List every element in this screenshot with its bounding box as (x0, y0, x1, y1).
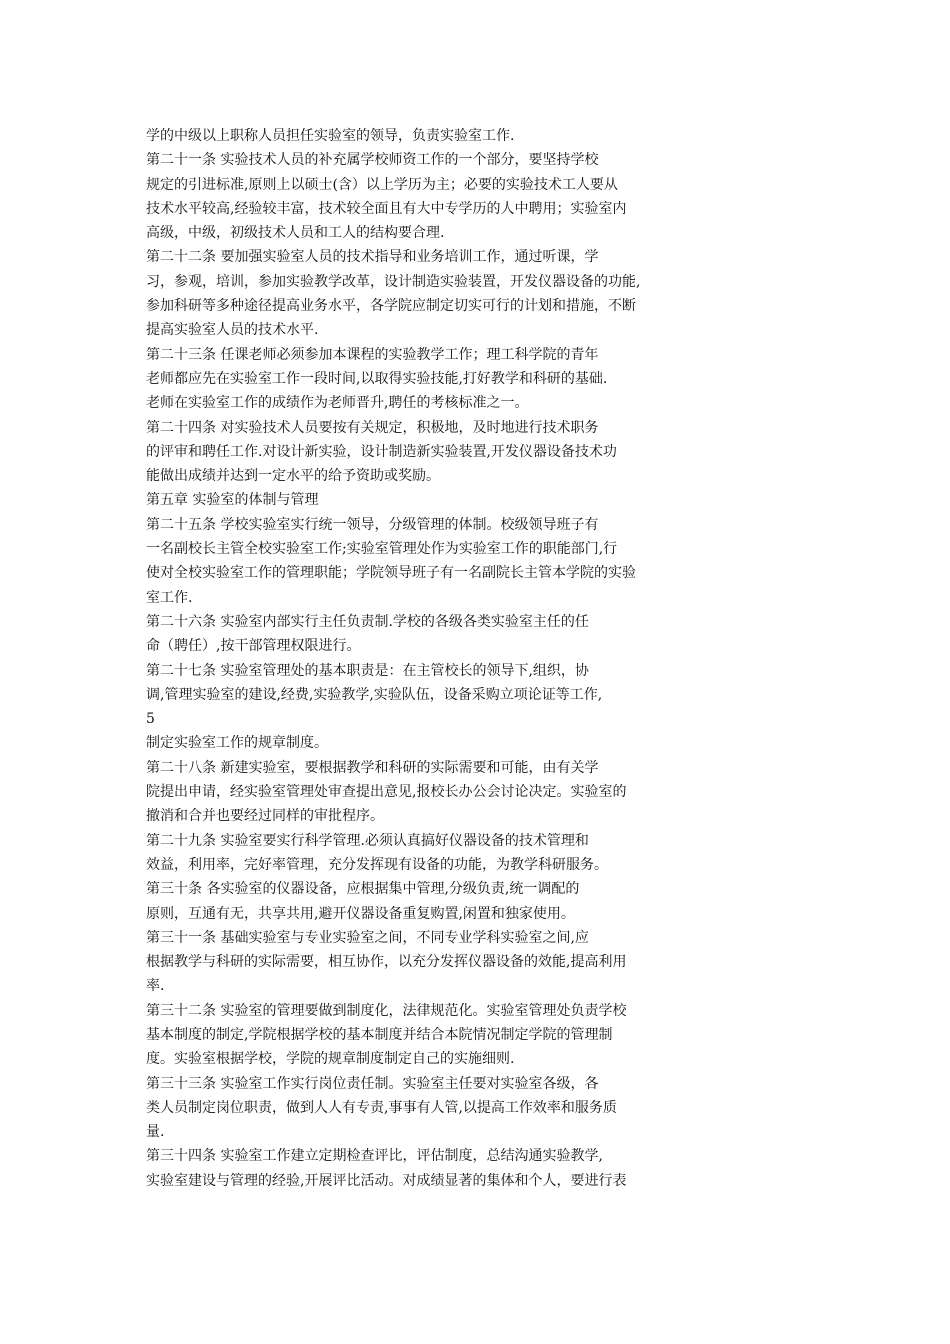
text-line: 第二十六条 实验室内部实行主任负责制.学校的各级各类实验室主任的任 (146, 613, 589, 630)
text-line: 量. (146, 1124, 165, 1141)
text-line: 能做出成绩并达到一定水平的给予资助或奖励。 (146, 468, 440, 485)
text-line: 技术水平较高,经验较丰富，技术较全面且有大中专学历的人中聘用；实验室内 (146, 200, 627, 217)
text-line: 规定的引进标准,原则上以硕士(含）以上学历为主；必要的实验技术工人要从 (146, 176, 618, 193)
text-line: 的评审和聘任工作.对设计新实验，设计制造新实验装置,开发仪器设备技术功 (146, 443, 617, 460)
text-line: 第二十二条 要加强实验室人员的技术指导和业务培训工作，通过听课，学 (146, 249, 599, 266)
text-line: 原则，互通有无，共享共用,避开仪器设备重复购置,闲置和独家使用。 (146, 905, 575, 922)
text-line: 习，参观，培训，参加实验教学改革，设计制造实验装置，开发仪器设备的功能, (146, 273, 641, 290)
text-line: 提高实验室人员的技术水平. (146, 322, 319, 339)
text-line: 第二十八条 新建实验室，要根据教学和科研的实际需要和可能，由有关学 (146, 759, 599, 776)
text-line: 第二十五条 学校实验室实行统一领导，分级管理的体制。校级领导班子有 (146, 516, 599, 533)
text-line: 第二十三条 任课老师必须参加本课程的实验教学工作；理工科学院的青年 (146, 346, 599, 363)
text-line: 基本制度的制定,学院根据学校的基本制度并结合本院情况制定学院的管理制 (146, 1026, 613, 1043)
text-line: 命（聘任）,按干部管理权限进行。 (146, 638, 361, 655)
text-line: 度。实验室根据学校，学院的规章制度制定自己的实施细则. (146, 1051, 515, 1068)
text-line: 根据教学与科研的实际需要，相互协作，以充分发挥仪器设备的效能,提高利用 (146, 954, 627, 971)
text-line: 第三十二条 实验室的管理要做到制度化，法律规范化。实验室管理处负责学校 (146, 1002, 627, 1019)
text-line: 类人员制定岗位职责，做到人人有专责,事事有人管,以提高工作效率和服务质 (146, 1099, 617, 1116)
text-line: 学的中级以上职称人员担任实验室的领导，负责实验室工作. (146, 128, 515, 144)
text-line: 第二十七条 实验室管理处的基本职责是：在主管校长的领导下,组织，协 (146, 662, 589, 679)
text-line: 院提出申请，经实验室管理处审查提出意见,报校长办公会讨论决定。实验室的 (146, 784, 627, 801)
text-line: 撤消和合并也要经过同样的审批程序。 (146, 808, 384, 825)
text-line: 第三十一条 基础实验室与专业实验室之间，不同专业学科实验室之间,应 (146, 929, 589, 946)
text-line: 老师都应先在实验室工作一段时间,以取得实验技能,打好教学和科研的基础. (146, 370, 608, 387)
text-line: 第二十四条 对实验技术人员要按有关规定，积极地，及时地进行技术职务 (146, 419, 599, 436)
text-line: 效益，利用率，完好率管理，充分发挥现有设备的功能，为教学科研服务。 (146, 856, 608, 873)
text-line: 调,管理实验室的建设,经费,实验教学,实验队伍，设备采购立项论证等工作, (146, 686, 603, 703)
text-line: 参加科研等多种途径提高业务水平，各学院应制定切实可行的计划和措施，不断 (146, 298, 636, 315)
text-line: 一名副校长主管全校实验室工作;实验室管理处作为实验室工作的职能部门,行 (146, 541, 618, 558)
page-number: 5 (146, 711, 155, 728)
text-line: 第三十四条 实验室工作建立定期检查评比，评估制度，总结沟通实验教学, (146, 1148, 603, 1165)
text-line: 第二十一条 实验技术人员的补充属学校师资工作的一个部分，要坚持学校 (146, 152, 599, 169)
text-line: 老师在实验室工作的成绩作为老师晋升,聘任的考核标准之一。 (146, 395, 529, 412)
text-line: 室工作. (146, 589, 193, 606)
document-body (146, 124, 706, 1193)
text-line: 第三十条 各实验室的仪器设备，应根据集中管理,分级负责,统一调配的 (146, 881, 580, 898)
text-line: 实验室建设与管理的经验,开展评比活动。对成绩显著的集体和个人，要进行表 (146, 1172, 627, 1189)
text-line: 第二十九条 实验室要实行科学管理.必须认真搞好仪器设备的技术管理和 (146, 832, 589, 849)
text-line: 高级，中级，初级技术人员和工人的结构要合理. (146, 225, 445, 242)
text-line: 制定实验室工作的规章制度。 (146, 735, 328, 752)
text-line: 第五章 实验室的体制与管理 (146, 492, 319, 509)
text-line: 第三十三条 实验室工作实行岗位责任制。实验室主任要对实验室各级，各 (146, 1075, 599, 1092)
text-line: 使对全校实验室工作的管理职能；学院领导班子有一名副院长主管本学院的实验 (146, 565, 636, 582)
text-line: 率. (146, 978, 165, 995)
